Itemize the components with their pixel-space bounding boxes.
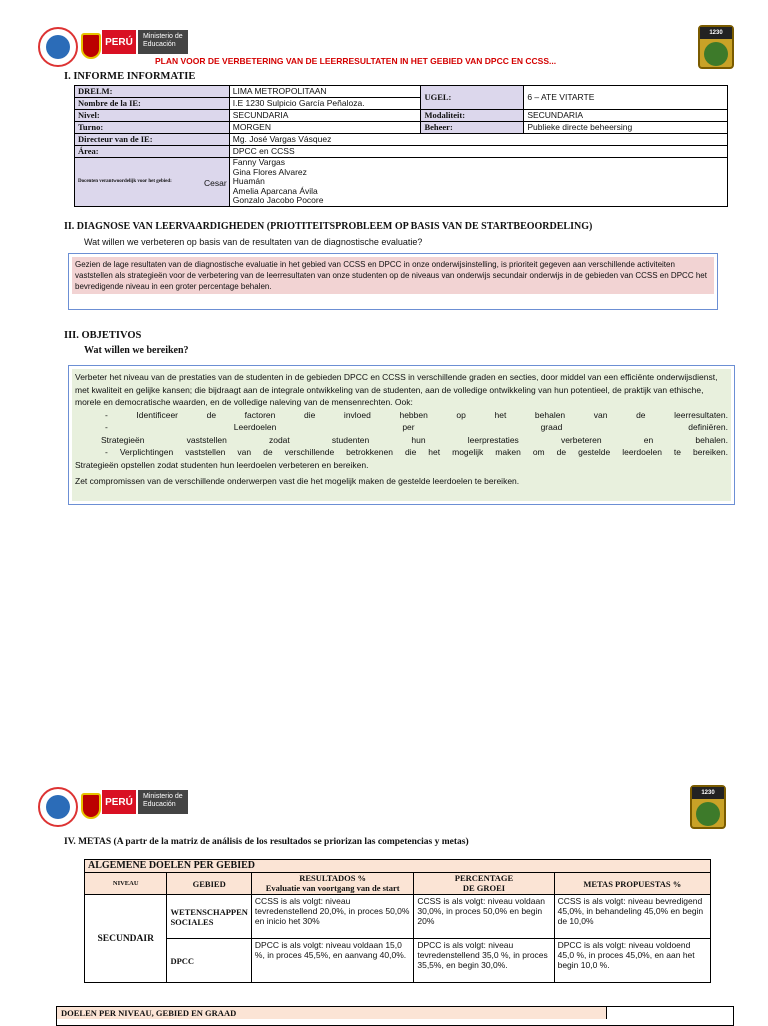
docent-item: Gina Flores Alvarez xyxy=(232,166,307,177)
objectives-box xyxy=(68,365,735,505)
school-logo xyxy=(38,27,78,67)
peru-label: PERÚ xyxy=(102,30,136,54)
docentes-label: Docenten verantwoordelijk voor het gebied: xyxy=(78,179,172,185)
metas-cell: CCSS is als volgt: niveau bevredigend 45,0%, in behandeling 45,0% en begin de 10,0% xyxy=(554,895,710,939)
school-logo xyxy=(38,787,78,827)
percentage-cell: DPCC is als volgt: niveau tevredenstellend 35,0 %, in proces 35,5%, en begin 30,0%. xyxy=(414,939,554,983)
metas-table: ALGEMENE DOELEN PER GEBIED NIVEAU GEBIED RESULTADOS % Evaluatie van voortgang van de start PERCENTAGE DE GROEI METAS PROPUESTAS % SECUNDAIR WETENSCHAPPEN SOCIALES CCSS is als volgt: niveau tevredenstellend 20,0%, in proces 50,0% en inicio het 30% CCSS is als volgt: niveau voldaan 30,0%, in proces 50,0% en begin 20% CCSS is als volgt: niveau bevredigend 45,0%, in behandeling 45,0% en begin de 10,0% DPCC DPCC is als volgt: niveau voldaan 15,0 %, in proces 45,5%, en aanvang 40,0%. DPCC is als volgt: niveau tevredenstellend 35,0 %, in proces 35,5%, en begin 30,0%. DPCC is als volgt: niveau voldoend 45,0 %, in proces 45,0%, en aan het begin 10,0 %. xyxy=(84,859,711,983)
peru-label: PERÚ xyxy=(102,790,136,814)
docent-item: Fanny Vargas xyxy=(232,157,286,167)
diagnosis-text: Gezien de lage resultaten van de diagnostische evaluatie in het gebied van CCSS en DPCC in onze onderwijsinstelling, is prioriteit gegeven aan verschillende activiteiten vaststellen als strategieën voor de verbetering van de leerresultaten van onze studenten op de niveaus van onderwijs secundair onderwijs in de gebieden van CCSS en DPCC het bevredigende niveau in een groter percentage behalen. xyxy=(72,257,714,294)
ministry-label: Ministerio de Educación xyxy=(138,790,188,814)
table2-title: DOELEN PER NIVEAU, GEBIED EN GRAAD xyxy=(57,1007,607,1019)
section4-title: IV. METAS (A partr de la matriz de análisis de los resultados se priorizan las competencias y metas) xyxy=(64,837,469,847)
gebied-cell: DPCC xyxy=(167,939,251,983)
niveau-value: SECUNDAIR xyxy=(85,895,167,983)
peru-shield-icon xyxy=(81,793,101,819)
objectives-intro: Verbeter het niveau van de prestaties van de studenten in de gebieden DPCC en CCSS in verschillende graden en secties, door middel van een efficiënte onderwijsdienst, met kwaliteit en gelijke kansen; die bijdraagt aan de integrale ontwikkeling van de studenten, aan de volledige ontwikkeling van hun potentieel, de praktijk van ethische, morele en democratische waarden, en de volledige naleving van de mensenrechten. Ook: xyxy=(75,372,718,407)
metas-table-title: ALGEMENE DOELEN PER GEBIED xyxy=(85,860,711,873)
percentage-cell: CCSS is als volgt: niveau voldaan 30,0%, in proces 50,0% en begin 20% xyxy=(414,895,554,939)
plan-title: PLAN VOOR DE VERBETERING VAN DE LEERRESULTATEN IN HET GEBIED VAN DPCC EN CCSS... xyxy=(155,56,557,66)
objective-bullet: - Identificeer de factoren die invloed hebben op het behalen van de leerresultaten. xyxy=(105,409,728,420)
section3-question: Wat willen we bereiken? xyxy=(84,345,189,356)
docentes-first: Cesar xyxy=(204,178,227,188)
info-table: DRELM: LIMA METROPOLITAAN UGEL: 6 – ATE VITARTE Nombre de la IE: I.E 1230 Sulpicio García Peñaloza. Nivel: SECUNDARIA Modaliteit: SECUNDARIA Turno: MORGEN Beheer: Publieke directe beheersing Directeur van de IE: Mg. José Vargas Vásquez Área: DPCC en CCSS Docenten verantwoordelijk voor het gebied: Cesar Fanny Vargas Gina Flores Alvarez Huamán Amelia Aparcana Ávila Gonzalo Jacobo Pocore xyxy=(74,85,728,207)
section3-title: III. OBJETIVOS xyxy=(64,330,142,341)
docent-item: Gonzalo Jacobo Pocore xyxy=(232,195,324,205)
section2-title: II. DIAGNOSE VAN LEERVAARDIGHEDEN (PRIOTITEITSPROBLEEM OP BASIS VAN DE STARTBEOORDELING) xyxy=(64,221,593,232)
resultados-cell: DPCC is als volgt: niveau voldaan 15,0 %, in proces 45,5%, en aanvang 40,0%. xyxy=(251,939,413,983)
section2-question: Wat willen we verbeteren op basis van de resultaten van de diagnostische evaluatie? xyxy=(84,237,423,247)
school-crest-icon: 1230 xyxy=(698,25,734,69)
ministry-label: Ministerio de Educación xyxy=(138,30,188,54)
objective-line: Zet compromissen van de verschillende onderwerpen vast die het mogelijk maken de gestelde leerdoelen te bereiken. xyxy=(75,476,520,486)
docent-item: Amelia Aparcana Ávila xyxy=(232,185,318,196)
diagnosis-box xyxy=(68,253,718,310)
objective-bullet: - Verplichtingen vaststellen van de verschillende betrokkenen die het mogelijk maken om de gestelde leerdoelen te bereiken. xyxy=(105,447,728,457)
gebied-cell: WETENSCHAPPEN SOCIALES xyxy=(167,895,251,939)
objective-line: Strategieën opstellen zodat studenten hun leerdoelen verbeteren en bereiken. xyxy=(75,459,369,470)
school-crest-icon: 1230 xyxy=(690,785,726,829)
peru-shield-icon xyxy=(81,33,101,59)
objective-bullet: Strategieën vaststellen zodat studenten hun leerprestaties verbeteren en behalen. xyxy=(101,434,728,445)
table2-frame xyxy=(56,1006,734,1026)
metas-cell: DPCC is als volgt: niveau voldoend 45,0 %, in proces 45,0%, en aan het begin 10,0 %. xyxy=(554,939,710,983)
section1-title: I. INFORME INFORMATIE xyxy=(64,71,196,82)
docent-item: Huamán xyxy=(232,176,265,186)
objective-bullet: - Leerdoelen per graad definiëren. xyxy=(105,422,728,432)
resultados-cell: CCSS is als volgt: niveau tevredenstellend 20,0%, in proces 50,0% en inicio het 30% xyxy=(251,895,413,939)
